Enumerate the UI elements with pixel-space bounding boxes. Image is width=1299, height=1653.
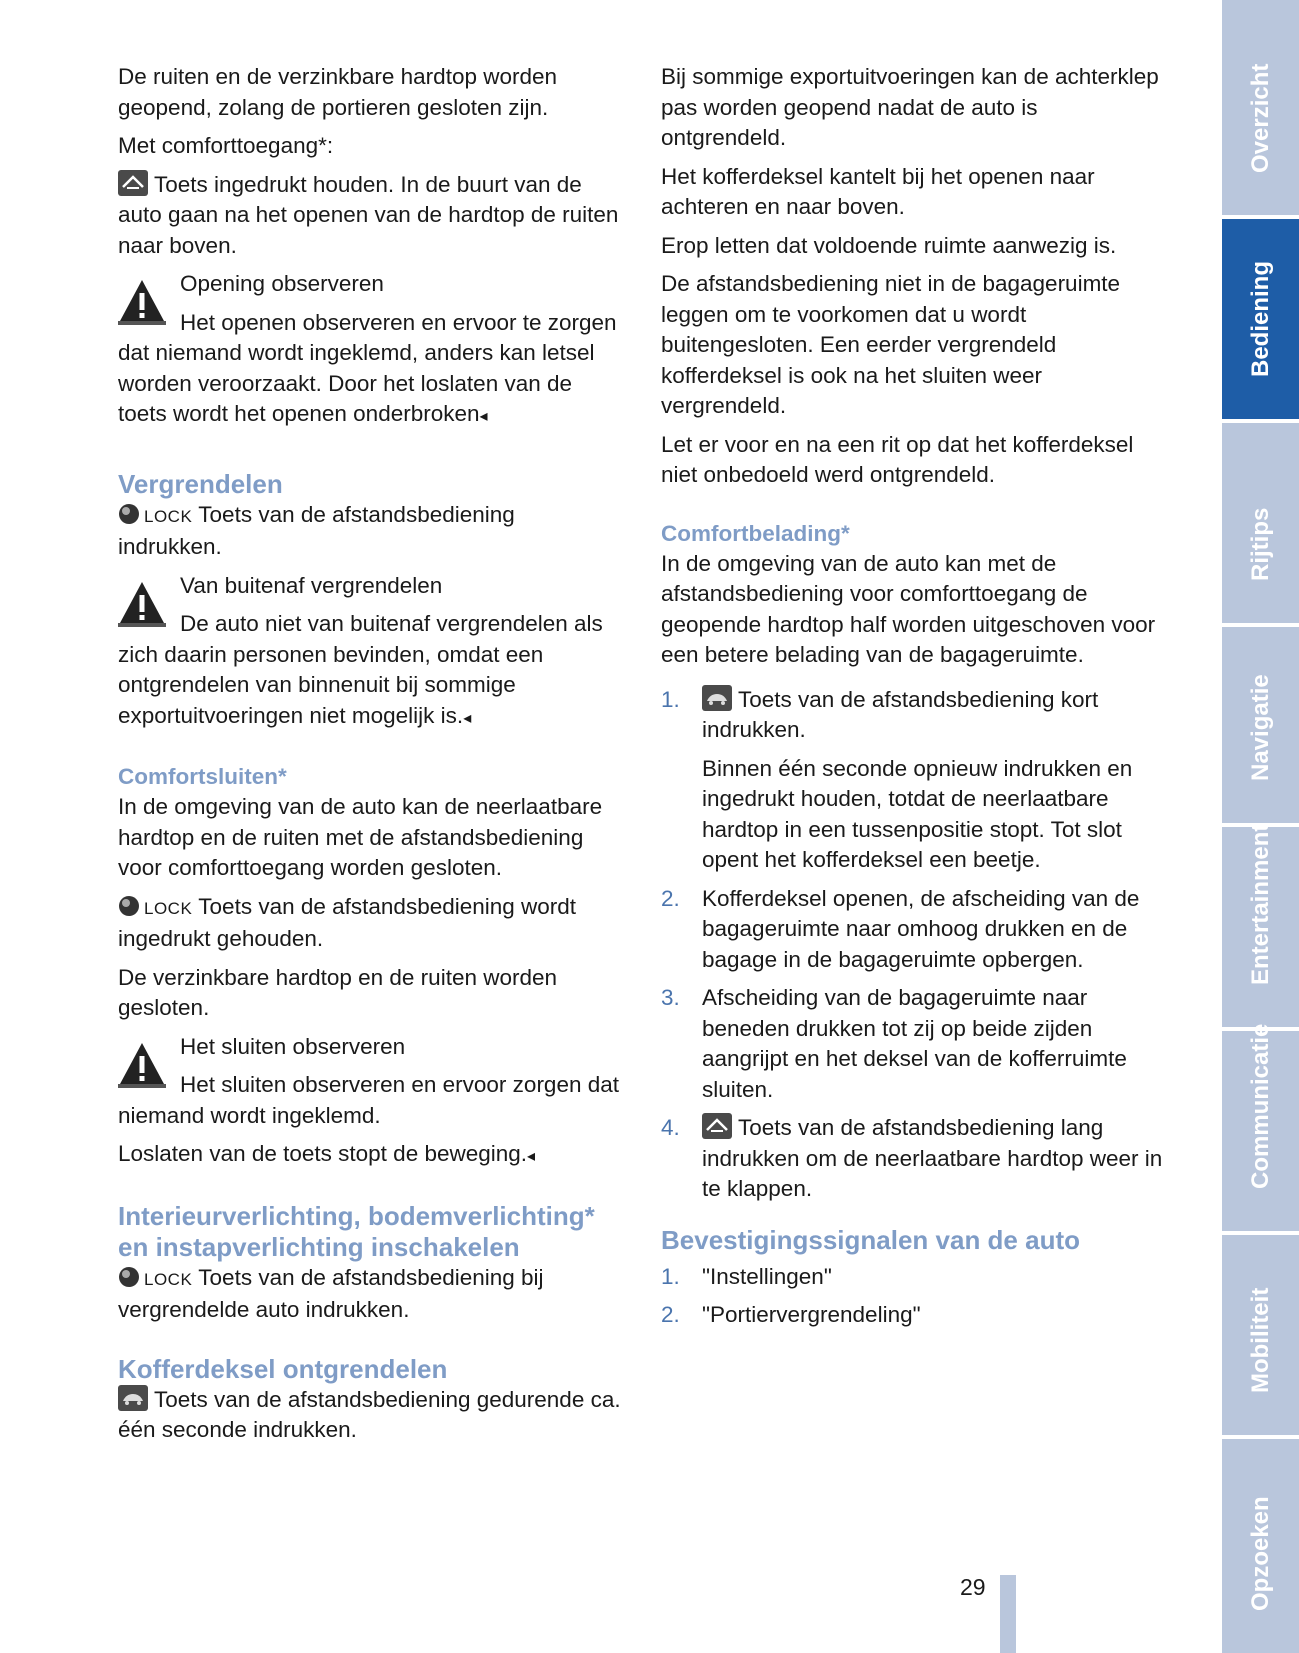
tab-label: Bediening xyxy=(1246,260,1274,377)
paragraph: In de omgeving van de auto kan de neerlaatbare hardtop en de ruiten met de afstandsbediening voor comforttoegang worden gesloten. xyxy=(118,794,603,880)
menu-path-text: "Portiervergrendeling" xyxy=(702,1302,921,1327)
tab-label: Rijtips xyxy=(1246,507,1274,581)
tab-label: Mobiliteit xyxy=(1246,1287,1274,1393)
lock-button-icon xyxy=(118,895,140,917)
list-item xyxy=(661,1300,1168,1331)
warning-title: Opening observeren xyxy=(180,271,384,296)
tab-mobiliteit[interactable] xyxy=(1222,1235,1299,1435)
section-heading: Kofferdeksel ontgrendelen xyxy=(118,1353,448,1384)
trunk-key-icon xyxy=(702,685,732,711)
paragraph: Met comforttoegang*: xyxy=(118,133,334,158)
tab-overzicht[interactable] xyxy=(1222,0,1299,215)
step-text xyxy=(702,1113,1168,1205)
lock-label: LOCK xyxy=(144,506,193,526)
hardtop-key-icon xyxy=(702,1113,732,1139)
section-heading: Bevestigingssignalen van de auto xyxy=(661,1224,1080,1255)
tab-navigatie[interactable] xyxy=(1222,627,1299,823)
paragraph-text: Toets van de afstandsbediening bij vergrendelde auto indrukken. xyxy=(118,1264,544,1322)
warning-icon xyxy=(118,579,166,627)
list-number: 4. xyxy=(661,1115,680,1140)
lock-label: LOCK xyxy=(144,1269,193,1289)
menu-path-text: "Instellingen" xyxy=(702,1263,832,1289)
lock-label: LOCK xyxy=(144,898,193,918)
step-text xyxy=(702,685,1168,746)
left-column xyxy=(118,62,623,1454)
list-item xyxy=(661,685,1168,876)
warning-icon xyxy=(118,1040,166,1088)
tab-communicatie[interactable] xyxy=(1222,1023,1299,1231)
paragraph xyxy=(118,1139,623,1173)
tab-entertainment[interactable] xyxy=(1222,823,1299,1027)
paragraph: Let er voor en na een rit op dat het kofferdeksel niet onbedoeld werd ontgrendeld. xyxy=(661,431,1134,487)
list-item xyxy=(661,983,1168,1105)
page-number-bar xyxy=(1000,1575,1016,1653)
list-number: 1. xyxy=(661,1263,680,1289)
paragraph-text: Toets van de afstandsbediening indrukken. xyxy=(118,501,515,559)
paragraph-text: Toets ingedrukt houden. In de buurt van de auto gaan na het openen van de hardtop de ruiten naar boven. xyxy=(118,171,619,258)
tab-label: Entertainment xyxy=(1246,823,1274,985)
tab-label: Overzicht xyxy=(1246,63,1274,173)
tab-opzoeken[interactable] xyxy=(1222,1439,1299,1653)
warning-body: Het sluiten observeren en ervoor zorgen dat niemand wordt ingeklemd. xyxy=(118,1072,620,1128)
paragraph: In de omgeving van de auto kan met de afstandsbediening voor comforttoegang de geopende hardtop half worden uitgeschoven voor een betere belading van de bagageruimte. xyxy=(661,550,1156,667)
paragraph-text: Loslaten van de toets stopt de beweging. xyxy=(118,1141,528,1166)
end-mark: ◂ xyxy=(479,408,488,425)
paragraph: Erop letten dat voldoende ruimte aanwezig is. xyxy=(661,232,1117,258)
paragraph xyxy=(118,892,623,955)
warning-title: Het sluiten observeren xyxy=(180,1033,406,1059)
warning-box xyxy=(118,269,623,433)
list-item xyxy=(661,1113,1168,1205)
tab-rijtips[interactable] xyxy=(1222,423,1299,623)
warning-text: De auto niet van buitenaf vergrendelen als zich daarin personen bevinden, omdat een ontgrendelen van binnenuit bij sommige exportuitvoeringen niet mogelijk is. xyxy=(118,611,603,728)
end-mark: ◂ xyxy=(527,1148,536,1165)
paragraph: Bij sommige exportuitvoeringen kan de achterklep pas worden geopend nadat de auto is ontgrendeld. xyxy=(661,64,1159,150)
list-number: 2. xyxy=(661,1302,680,1327)
list-item xyxy=(661,1262,1168,1293)
steps-list xyxy=(661,685,1168,1205)
warning-icon xyxy=(118,277,166,325)
tab-bediening[interactable] xyxy=(1222,219,1299,419)
warning-box xyxy=(118,1032,623,1132)
tab-label: Opzoeken xyxy=(1246,1496,1274,1611)
warning-text: Het openen observeren en ervoor te zorgen dat niemand wordt ingeklemd, anders kan letsel worden veroorzaakt. Door het loslaten van de toets wordt het openen onderbroken xyxy=(118,309,617,426)
paragraph: De verzinkbare hardtop en de ruiten worden gesloten. xyxy=(118,964,558,1020)
warning-body xyxy=(118,308,623,433)
paragraph: Het kofferdeksel kantelt bij het openen naar achteren en naar boven. xyxy=(661,163,1095,219)
step-label: Toets van de afstandsbediening kort indrukken. xyxy=(702,686,1099,742)
lock-button-icon xyxy=(118,503,140,525)
subsection-heading: Comfortsluiten* xyxy=(118,764,287,789)
step-text: Kofferdeksel openen, de afscheiding van de bagageruimte naar omhoog drukken en de bagage in de bagageruimte opbergen. xyxy=(702,885,1140,972)
subsection-heading: Comfortbelading* xyxy=(661,520,850,546)
end-mark: ◂ xyxy=(463,709,472,727)
lock-button-icon xyxy=(118,1266,140,1288)
list-number: 3. xyxy=(661,985,680,1010)
step-extra: Binnen één seconde opnieuw indrukken en ingedrukt houden, totdat de neerlaatbare hardtop in een tussenpositie stopt. Tot slot opent het kofferdeksel een beetje. xyxy=(702,755,1133,872)
hardtop-key-icon xyxy=(118,170,148,196)
chapter-sidebar xyxy=(1222,0,1299,1653)
list-number: 1. xyxy=(661,686,680,712)
section-heading: Vergrendelen xyxy=(118,468,283,499)
paragraph xyxy=(118,500,623,563)
section-heading: Interieurverlichting, bodemverlichting* en instapverlichting inschakelen xyxy=(118,1200,595,1262)
tab-label: Navigatie xyxy=(1246,674,1274,781)
paragraph xyxy=(118,170,623,262)
paragraph xyxy=(118,1385,623,1446)
paragraph xyxy=(118,1263,623,1326)
paragraph-text: Toets van de afstandsbediening wordt ingedrukt gehouden. xyxy=(118,893,577,951)
warning-title: Van buitenaf vergrendelen xyxy=(180,572,443,598)
step-label: Toets van de afstandsbediening lang indrukken om de neerlaatbare hardtop weer in te klappen. xyxy=(702,1115,1163,1201)
right-column xyxy=(661,62,1168,1339)
list-item xyxy=(661,884,1168,976)
list-number: 2. xyxy=(661,885,680,911)
tab-label: Communicatie xyxy=(1246,1023,1274,1189)
warning-box xyxy=(118,571,623,735)
page-number: 29 xyxy=(960,1574,986,1600)
step-text: Afscheiding van de bagageruimte naar beneden drukken tot zij op beide zijden aangrijpt en het deksel van de kofferruimte sluiten. xyxy=(702,985,1127,1102)
settings-list xyxy=(661,1262,1168,1331)
trunk-key-icon xyxy=(118,1385,148,1411)
paragraph: De afstandsbediening niet in de bagageruimte leggen om te voorkomen dat u wordt buitengesloten. Een eerder vergrendeld kofferdeksel is ook na het sluiten weer vergrendeld. xyxy=(661,271,1121,418)
warning-body xyxy=(118,609,623,734)
paragraph: De ruiten en de verzinkbare hardtop worden geopend, zolang de portieren gesloten zijn. xyxy=(118,64,558,120)
paragraph-text: Toets van de afstandsbediening gedurende ca. één seconde indrukken. xyxy=(118,1386,621,1442)
